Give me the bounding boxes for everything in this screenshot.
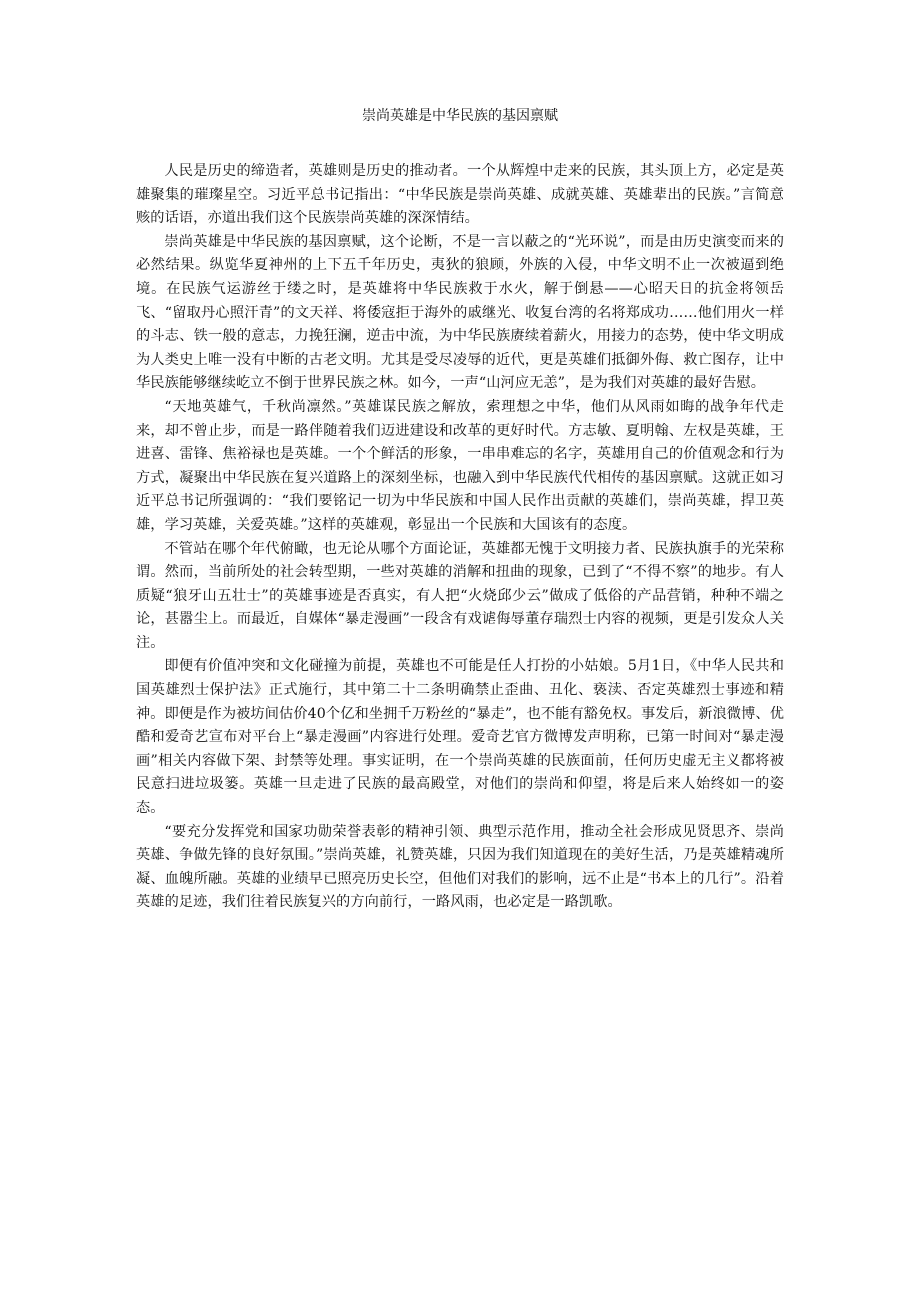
paragraph: 不管站在哪个年代俯瞰，也无论从哪个方面论证，英雄都无愧于文明接力者、民族执旗手的光荣称谓。然而，当前所处的社会转型期，一些对英雄的消解和扭曲的现象，已到了“不得不察”的地步。有人质疑“狼牙山五壮士”的英雄事迹是否真实，有人把“火烧邱少云”做成了低俗的产品营销，种种不端之论，甚嚣尘上。而最近，自媒体“暴走漫画”一段含有戏谑侮辱董存瑞烈士内容的视频，更是引发众人关注。	[136, 540, 784, 651]
document-title: 崇尚英雄是中华民族的基因禀赋	[362, 108, 558, 124]
paragraph: “天地英雄气，千秋尚凛然。”英雄谋民族之解放，索理想之中华，他们从风雨如晦的战争年代走来，却不曾止步，而是一路伴随着我们迈进建设和改革的更好时代。方志敏、夏明翰、左权是英雄，王进喜、雷锋、焦裕禄也是英雄。一个个鲜活的形象，一串串难忘的名字，英雄用自己的价值观念和行为方式，凝聚出中华民族在复兴道路上的深刻坐标，也融入到中华民族代代相传的基因禀赋。这就正如习近平总书记所强调的：“我们要铭记一切为中华民族和中国人民作出贡献的英雄们，崇尚英雄，捍卫英雄，学习英雄，关爱英雄。”这样的英雄观，彰显出一个民族和大国该有的态度。	[136, 398, 784, 533]
paragraph: 即便有价值冲突和文化碰撞为前提，英雄也不可能是任人打扮的小姑娘。5月1日，《中华人民共和国英雄烈士保护法》正式施行，其中第二十二条明确禁止歪曲、丑化、亵渎、否定英雄烈士事迹和精神。即便是作为被坊间估价40个亿和坐拥千万粉丝的“暴走”，也不能有豁免权。事发后，新浪微博、优酷和爱奇艺宣布对平台上“暴走漫画”内容进行处理。爱奇艺官方微博发声明称，已第一时间对“暴走漫画”相关内容做下架、封禁等处理。事实证明，在一个崇尚英雄的民族面前，任何历史虚无主义都将被民意扫进垃圾篓。英雄一旦走进了民族的最高殿堂，对他们的崇尚和仰望，将是后来人始终如一的姿态。	[136, 658, 784, 817]
paragraph: 崇尚英雄是中华民族的基因禀赋，这个论断，不是一言以蔽之的“光环说”，而是由历史演变而来的必然结果。纵览华夏神州的上下五千年历史，夷狄的狼顾，外族的入侵，中华文明不止一次被逼到绝境。在民族气运游丝于缕之时，是英雄将中华民族救于水火，解于倒悬——心昭天日的抗金将领岳飞、“留取丹心照汗青”的文天祥、将倭寇拒于海外的戚继光、收复台湾的名将郑成功……他们用火一样的斗志、铁一般的意志，力挽狂澜，逆击中流，为中华民族赓续着薪火，用接力的态势，使中华文明成为人类史上唯一没有中断的古老文明。尤其是受尽凌辱的近代，更是英雄们抵御外侮、救亡图存，让中华民族能够继续屹立不倒于世界民族之林。如今，一声“山河应无恙”，是为我们对英雄的最好告慰。	[136, 233, 784, 392]
paragraph: “要充分发挥党和国家功勋荣誉表彰的精神引领、典型示范作用，推动全社会形成见贤思齐、崇尚英雄、争做先锋的良好氛围。”崇尚英雄，礼赞英雄，只因为我们知道现在的美好生活，乃是英雄精魂所凝、血魄所融。英雄的业绩早已照亮历史长空，但他们对我们的影响，远不止是“书本上的几行”。沿着英雄的足迹，我们往着民族复兴的方向前行，一路风雨，也必定是一路凯歌。	[136, 823, 784, 911]
paragraph: 人民是历史的缔造者，英雄则是历史的推动者。一个从辉煌中走来的民族，其头顶上方，必定是英雄聚集的璀璨星空。习近平总书记指出：“中华民族是崇尚英雄、成就英雄、英雄辈出的民族。”言简意赅的话语，亦道出我们这个民族崇尚英雄的深深情结。	[136, 163, 784, 227]
document-page	[136, 106, 784, 915]
